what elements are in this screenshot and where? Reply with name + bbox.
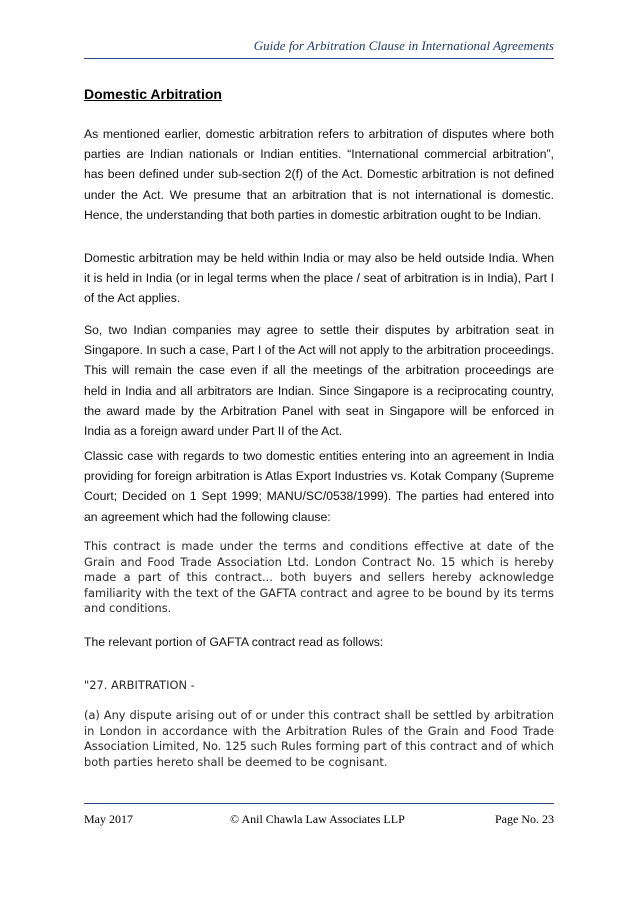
- running-header: Guide for Arbitration Clause in International Agreements: [253, 38, 554, 53]
- header-divider: [84, 58, 554, 59]
- footer-date: May 2017: [84, 812, 133, 826]
- contract-clause-quote: This contract is made under the terms and conditions effective at date of the Grain and Food Trade Association Ltd. London Contract No. 15 which is hereby made a part of this contract... both buyers and sellers hereby acknowledge familiarity with the text of the GAFTA contract and agree to be bound by its terms and conditions.: [84, 539, 554, 616]
- footer-copyright: © Anil Chawla Law Associates LLP: [230, 812, 405, 826]
- paragraph-singapore-example: So, two Indian companies may agree to settle their disputes by arbitration seat in Singapore. In such a case, Part I of the Act will not apply to the arbitration proceedings. This will remain the case even if all the meetings of the arbitration proceedings are held in India and all arbitrators are Indian. Since Singapore is a reciprocating country, the award made by the Arbitration Panel with seat in Singapore will be enforced in India as a foreign award under Part II of the Act.: [84, 323, 554, 439]
- gafta-arbitration-clause: (a) Any dispute arising out of or under this contract shall be settled by arbitration in London in accordance with the Arbitration Rules of the Grain and Food Trade Association Limited, No. 125 such Rules forming part of this contract and of which both parties hereto shall be deemed to be cognisant.: [84, 708, 554, 769]
- footer-page-number: Page No. 23: [495, 812, 554, 826]
- paragraph-location: Domestic arbitration may be held within India or may also be held outside India. When it is held in India (or in legal terms when the place / seat of arbitration is in India), Part I of the Act applies.: [84, 251, 554, 306]
- paragraph-definition: As mentioned earlier, domestic arbitration refers to arbitration of disputes where both parties are Indian nationals or Indian entities. “International commercial arbitration”, has been defined under sub-section 2(f) of the Act. Domestic arbitration is not defined under the Act. We presume that an arbitration that is not international is domestic. Hence, the understanding that both parties in domestic arbitration ought to be Indian.: [84, 127, 554, 222]
- gafta-intro: The relevant portion of GAFTA contract read as follows:: [84, 635, 384, 649]
- paragraph-atlas-case: Classic case with regards to two domestic entities entering into an agreement in India providing for foreign arbitration is Atlas Export Industries vs. Kotak Company (Supreme Court; Decided on 1 Sept 1999; MANU/SC/0538/1999). The parties had entered into an agreement which had the following clause:: [84, 449, 554, 524]
- footer-divider: [84, 803, 554, 804]
- gafta-arbitration-heading: "27. ARBITRATION -: [84, 678, 195, 692]
- section-title: Domestic Arbitration: [84, 86, 222, 102]
